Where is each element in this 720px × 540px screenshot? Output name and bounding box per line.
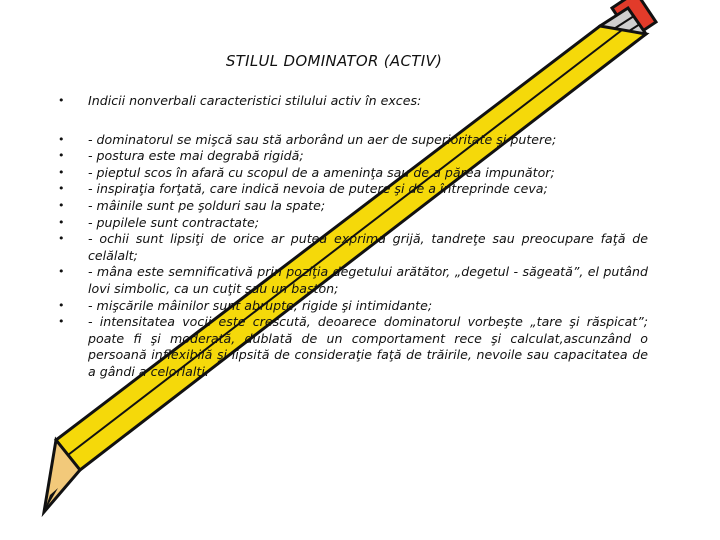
list-item: • - mâna este semnificativă prin poziţia degetului arătător, „degetul - săgeată”, el putând lovi simbolic, ca un cuţit sau un baston; (58, 264, 648, 296)
bullet-icon: • (58, 265, 65, 279)
list-item: • - intensitatea vocii este crescută, deoarece dominatorul vorbeşte „tare şi răspicat”; poate fi şi moderată, dublată de un comportament rece şi calculat,ascunzând o persoană inflexibilă şi lipsită de consideraţie faţă de trăirile, nevoile sau capacitatea de a gândi a celorlalţi. (58, 314, 648, 379)
list-item: • - postura este mai degrabă rigidă; (58, 148, 304, 164)
bullet-icon: • (58, 165, 65, 179)
list-item: • - dominatorul se mişcă sau stă arborând un aer de superioritate şi putere; (58, 131, 557, 147)
list-item: • Indicii nonverbali caracteristici stilului activ în exces: (58, 93, 422, 108)
list-item: • - mâinile sunt pe şolduri sau la spate; (58, 197, 326, 213)
list-item: • - pupilele sunt contractate; (58, 214, 259, 230)
bullet-icon: • (58, 132, 65, 146)
bullet-icon: • (58, 149, 65, 163)
page-title: STILUL DOMINATOR (ACTIV) (225, 52, 443, 70)
list-item: • - pieptul scos în afară cu scopul de a ameninţa sau de a părea impunător; (58, 164, 555, 180)
bullet-icon: • (58, 94, 65, 107)
bullet-icon: • (58, 315, 65, 329)
list-item: • - inspiraţia forţată, care indică nevoia de putere şi de a întreprinde ceva; (58, 181, 548, 197)
bullet-icon: • (58, 232, 65, 246)
list-item: • - ochii sunt lipsiţi de orice ar putea exprima grijă, tandreţe sau preocupare faţă de celălalt; (58, 231, 648, 263)
bullet-icon: • (58, 198, 65, 212)
bullet-list (58, 93, 648, 381)
list-item: • - mişcările mâinilor sunt abrupte, rigide şi intimidante; (58, 297, 433, 313)
bullet-icon: • (58, 182, 65, 196)
bullet-icon: • (58, 215, 65, 229)
bullet-icon: • (58, 298, 65, 312)
